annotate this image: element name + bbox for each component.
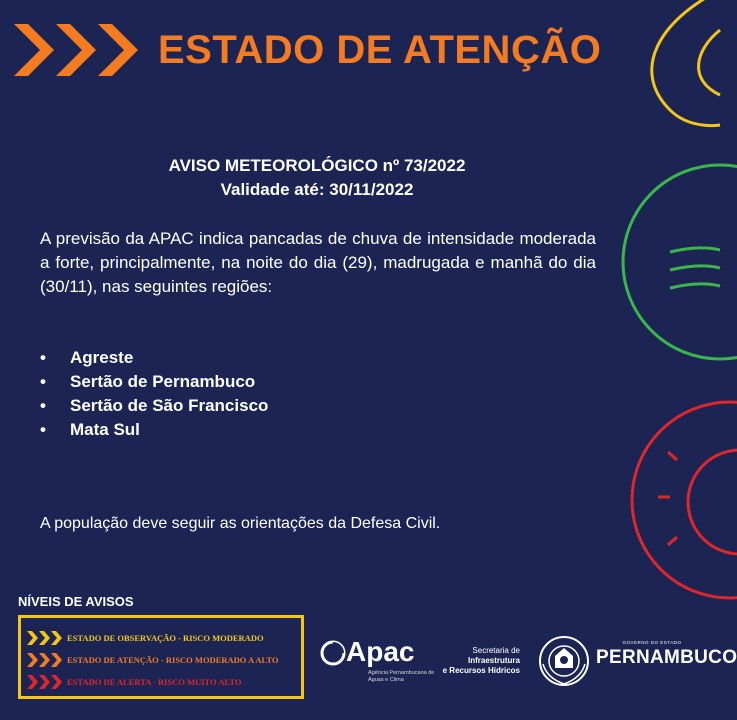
state-seal-icon (537, 634, 591, 688)
secretaria-line-2: Infraestrutura (467, 656, 520, 665)
civil-defense-note: A população deve seguir as orientações da Defesa Civil. (40, 515, 441, 532)
orange-chevron-icon (27, 652, 63, 668)
bullet-icon: • (40, 396, 46, 415)
apac-swirl-icon (320, 640, 346, 666)
level-observation (27, 628, 264, 648)
secretaria-logo (436, 646, 520, 676)
levels-title: NÍVEIS DE AVISOS (18, 594, 134, 609)
notice-number: AVISO METEOROLÓGICO nº 73/2022 (168, 156, 466, 175)
region-label: Sertão de Pernambuco (70, 372, 256, 391)
government-logo (596, 640, 737, 669)
region-label: Agreste (70, 348, 134, 367)
regions-list (40, 346, 268, 442)
decorative-arcs (610, 0, 720, 720)
list-item (40, 418, 268, 442)
yellow-chevron-icon (27, 630, 63, 646)
red-chevron-icon (27, 674, 63, 690)
region-label: Sertão de São Francisco (70, 396, 269, 415)
apac-logo (320, 634, 450, 684)
government-subtitle: GOVERNO DO ESTADO (622, 640, 682, 645)
triple-chevron-icon (14, 18, 144, 82)
region-label: Mata Sul (70, 420, 140, 439)
page-header (14, 18, 601, 82)
secretaria-line-3: e Recursos Hídricos (442, 666, 520, 675)
list-item (40, 394, 268, 418)
level-alert (27, 672, 241, 692)
level-observation-label: ESTADO DE OBSERVAÇÃO - RISCO MODERADO (67, 633, 264, 643)
bullet-icon: • (40, 420, 46, 439)
level-alert-label: ESTADO DE ALERTA - RISCO MUITO ALTO (67, 677, 242, 687)
level-attention (27, 650, 279, 670)
bullet-icon: • (40, 348, 46, 367)
apac-name: Apac (346, 636, 415, 667)
bullet-icon: • (40, 372, 46, 391)
government-name: PERNAMBUCO (596, 647, 737, 668)
levels-legend (18, 615, 304, 699)
list-item (40, 370, 268, 394)
forecast-description: A previsão da APAC indica pancadas de chuva de intensidade moderada a forte, principalmente, na noite do dia (29), madrugada e manhã do dia (30/11), nas seguintes regiões: (40, 229, 596, 296)
page-title: ESTADO DE ATENÇÃO (158, 27, 602, 72)
list-item (40, 346, 268, 370)
level-attention-label: ESTADO DE ATENÇÃO - RISCO MODERADO A ALTO (67, 655, 279, 665)
weather-notice (0, 154, 634, 202)
notice-validity: Validade até: 30/11/2022 (220, 180, 414, 199)
secretaria-line-1: Secretaria de (472, 646, 520, 655)
apac-subtitle: Agência Pernambucana de Águas e Clima (368, 670, 435, 683)
